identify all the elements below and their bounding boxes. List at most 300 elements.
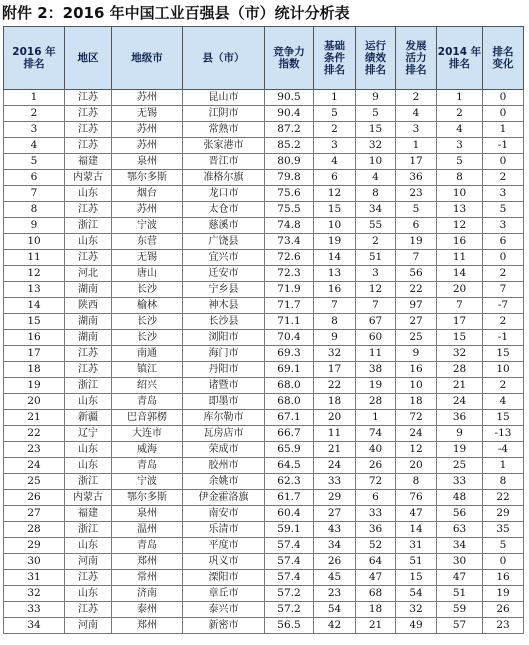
cell-rank-2014: 15 [437, 330, 483, 346]
cell-performance-rank: 10 [356, 154, 396, 170]
cell-rank-2016: 14 [4, 298, 65, 314]
cell-competitiveness-index: 60.4 [265, 506, 314, 522]
cell-performance-rank: 11 [356, 346, 396, 362]
cell-rank-2016: 33 [4, 602, 65, 618]
cell-rank-change: 2 [483, 378, 524, 394]
cell-region: 新疆 [65, 410, 112, 426]
cell-vitality-rank: 14 [396, 522, 437, 538]
cell-rank-change: 2 [483, 170, 524, 186]
cell-rank-2014: 17 [437, 314, 483, 330]
header-basic-conditions-rank: 基础 条件 排名 [314, 27, 356, 90]
cell-city: 鄂尔多斯 [112, 490, 183, 506]
cell-vitality-rank: 54 [396, 586, 437, 602]
cell-performance-rank: 36 [356, 522, 396, 538]
cell-county: 库尔勒市 [183, 410, 265, 426]
table-row [4, 346, 524, 362]
cell-region: 山东 [65, 442, 112, 458]
cell-basic-rank: 42 [314, 618, 356, 634]
cell-rank-2014: 7 [437, 298, 483, 314]
cell-basic-rank: 3 [314, 138, 356, 154]
cell-rank-2014: 3 [437, 138, 483, 154]
cell-competitiveness-index: 61.7 [265, 490, 314, 506]
cell-region: 湖南 [65, 282, 112, 298]
cell-performance-rank: 9 [356, 90, 396, 106]
cell-performance-rank: 7 [356, 298, 396, 314]
cell-basic-rank: 22 [314, 378, 356, 394]
cell-region: 福建 [65, 154, 112, 170]
cell-city: 镇江 [112, 362, 183, 378]
cell-county: 巩义市 [183, 554, 265, 570]
cell-basic-rank: 12 [314, 186, 356, 202]
cell-basic-rank: 16 [314, 282, 356, 298]
cell-competitiveness-index: 85.2 [265, 138, 314, 154]
cell-rank-2016: 21 [4, 410, 65, 426]
cell-basic-rank: 33 [314, 474, 356, 490]
cell-rank-2014: 24 [437, 394, 483, 410]
cell-region: 浙江 [65, 474, 112, 490]
cell-city: 唐山 [112, 266, 183, 282]
cell-performance-rank: 6 [356, 490, 396, 506]
cell-basic-rank: 18 [314, 394, 356, 410]
table-row [4, 298, 524, 314]
cell-rank-change: 8 [483, 474, 524, 490]
cell-performance-rank: 60 [356, 330, 396, 346]
cell-rank-change: 19 [483, 586, 524, 602]
cell-basic-rank: 2 [314, 122, 356, 138]
cell-rank-2016: 6 [4, 170, 65, 186]
cell-basic-rank: 34 [314, 538, 356, 554]
cell-city: 苏州 [112, 122, 183, 138]
cell-competitiveness-index: 59.1 [265, 522, 314, 538]
cell-county: 浏阳市 [183, 330, 265, 346]
cell-rank-2016: 16 [4, 330, 65, 346]
cell-competitiveness-index: 57.4 [265, 538, 314, 554]
cell-basic-rank: 20 [314, 410, 356, 426]
cell-county: 慈溪市 [183, 218, 265, 234]
cell-competitiveness-index: 57.4 [265, 570, 314, 586]
cell-rank-2014: 56 [437, 506, 483, 522]
cell-vitality-rank: 49 [396, 618, 437, 634]
cell-vitality-rank: 15 [396, 570, 437, 586]
cell-rank-2014: 20 [437, 282, 483, 298]
table-header-row [4, 27, 524, 90]
cell-region: 江苏 [65, 250, 112, 266]
cell-vitality-rank: 47 [396, 506, 437, 522]
cell-competitiveness-index: 57.2 [265, 586, 314, 602]
table-row [4, 282, 524, 298]
cell-rank-2016: 15 [4, 314, 65, 330]
cell-rank-2016: 1 [4, 90, 65, 106]
cell-vitality-rank: 20 [396, 458, 437, 474]
cell-vitality-rank: 56 [396, 266, 437, 282]
table-row [4, 186, 524, 202]
cell-vitality-rank: 27 [396, 314, 437, 330]
cell-performance-rank: 26 [356, 458, 396, 474]
cell-rank-change: 29 [483, 506, 524, 522]
cell-city: 济南 [112, 586, 183, 602]
cell-rank-change: 35 [483, 522, 524, 538]
cell-rank-2016: 30 [4, 554, 65, 570]
cell-county: 广饶县 [183, 234, 265, 250]
cell-region: 江苏 [65, 602, 112, 618]
cell-rank-2016: 7 [4, 186, 65, 202]
cell-performance-rank: 5 [356, 106, 396, 122]
cell-basic-rank: 9 [314, 330, 356, 346]
cell-rank-change: 3 [483, 218, 524, 234]
cell-rank-change: -1 [483, 330, 524, 346]
cell-region: 内蒙古 [65, 490, 112, 506]
cell-region: 河南 [65, 618, 112, 634]
cell-rank-2014: 47 [437, 570, 483, 586]
cell-vitality-rank: 9 [396, 346, 437, 362]
cell-rank-2016: 22 [4, 426, 65, 442]
cell-vitality-rank: 22 [396, 282, 437, 298]
cell-performance-rank: 67 [356, 314, 396, 330]
cell-competitiveness-index: 69.3 [265, 346, 314, 362]
cell-basic-rank: 1 [314, 90, 356, 106]
cell-city: 长沙 [112, 330, 183, 346]
cell-city: 鄂尔多斯 [112, 170, 183, 186]
cell-rank-change: 2 [483, 314, 524, 330]
table-row [4, 522, 524, 538]
cell-vitality-rank: 5 [396, 202, 437, 218]
table-row [4, 90, 524, 106]
cell-vitality-rank: 3 [396, 122, 437, 138]
cell-competitiveness-index: 66.7 [265, 426, 314, 442]
table-row [4, 570, 524, 586]
cell-vitality-rank: 23 [396, 186, 437, 202]
header-rank-2014: 2014 年 排名 [437, 27, 483, 90]
cell-rank-2014: 21 [437, 378, 483, 394]
cell-region: 江苏 [65, 202, 112, 218]
header-city: 地级市 [112, 27, 183, 90]
cell-rank-2014: 10 [437, 186, 483, 202]
cell-basic-rank: 15 [314, 202, 356, 218]
cell-rank-2016: 32 [4, 586, 65, 602]
cell-county: 伊金霍洛旗 [183, 490, 265, 506]
cell-region: 河南 [65, 554, 112, 570]
cell-rank-2014: 9 [437, 426, 483, 442]
cell-competitiveness-index: 71.9 [265, 282, 314, 298]
cell-rank-2014: 19 [437, 442, 483, 458]
cell-county: 丹阳市 [183, 362, 265, 378]
cell-rank-2014: 5 [437, 154, 483, 170]
cell-rank-change: 1 [483, 122, 524, 138]
cell-competitiveness-index: 72.6 [265, 250, 314, 266]
cell-rank-change: -13 [483, 426, 524, 442]
cell-city: 长沙 [112, 314, 183, 330]
cell-county: 江阴市 [183, 106, 265, 122]
cell-rank-2016: 27 [4, 506, 65, 522]
cell-county: 泰兴市 [183, 602, 265, 618]
cell-county: 长沙县 [183, 314, 265, 330]
cell-rank-2014: 4 [437, 122, 483, 138]
cell-city: 无锡 [112, 106, 183, 122]
cell-region: 山东 [65, 394, 112, 410]
cell-rank-2014: 2 [437, 106, 483, 122]
cell-rank-2016: 8 [4, 202, 65, 218]
cell-rank-change: 5 [483, 538, 524, 554]
cell-performance-rank: 28 [356, 394, 396, 410]
cell-rank-2016: 31 [4, 570, 65, 586]
table-row [4, 538, 524, 554]
cell-rank-change: -1 [483, 138, 524, 154]
cell-basic-rank: 26 [314, 554, 356, 570]
cell-rank-change: 26 [483, 602, 524, 618]
table-row [4, 602, 524, 618]
cell-performance-rank: 64 [356, 554, 396, 570]
cell-region: 江苏 [65, 90, 112, 106]
cell-performance-rank: 18 [356, 602, 396, 618]
cell-performance-rank: 19 [356, 378, 396, 394]
cell-competitiveness-index: 57.2 [265, 602, 314, 618]
header-rank-2016: 2016 年 排名 [4, 27, 65, 90]
cell-basic-rank: 10 [314, 218, 356, 234]
cell-rank-2014: 33 [437, 474, 483, 490]
cell-region: 湖南 [65, 314, 112, 330]
table-row [4, 378, 524, 394]
cell-rank-2014: 32 [437, 346, 483, 362]
cell-rank-change: 22 [483, 490, 524, 506]
cell-city: 烟台 [112, 186, 183, 202]
cell-rank-2016: 20 [4, 394, 65, 410]
cell-county: 胶州市 [183, 458, 265, 474]
cell-city: 苏州 [112, 202, 183, 218]
cell-rank-2016: 19 [4, 378, 65, 394]
cell-rank-2016: 9 [4, 218, 65, 234]
cell-vitality-rank: 76 [396, 490, 437, 506]
cell-rank-2014: 13 [437, 202, 483, 218]
cell-county: 龙口市 [183, 186, 265, 202]
cell-competitiveness-index: 90.5 [265, 90, 314, 106]
cell-vitality-rank: 97 [396, 298, 437, 314]
cell-county: 张家港市 [183, 138, 265, 154]
header-rank-change: 排名 变化 [483, 27, 524, 90]
cell-vitality-rank: 19 [396, 234, 437, 250]
cell-county: 常熟市 [183, 122, 265, 138]
cell-region: 山东 [65, 538, 112, 554]
cell-performance-rank: 1 [356, 410, 396, 426]
cell-region: 内蒙古 [65, 170, 112, 186]
cell-competitiveness-index: 70.4 [265, 330, 314, 346]
cell-rank-2014: 30 [437, 554, 483, 570]
cell-performance-rank: 3 [356, 266, 396, 282]
cell-county: 即墨市 [183, 394, 265, 410]
cell-basic-rank: 54 [314, 602, 356, 618]
cell-rank-change: -7 [483, 298, 524, 314]
cell-competitiveness-index: 87.2 [265, 122, 314, 138]
cell-city: 榆林 [112, 298, 183, 314]
table-row [4, 170, 524, 186]
cell-performance-rank: 68 [356, 586, 396, 602]
cell-competitiveness-index: 67.1 [265, 410, 314, 426]
cell-city: 苏州 [112, 138, 183, 154]
cell-vitality-rank: 4 [396, 106, 437, 122]
cell-rank-change: 15 [483, 346, 524, 362]
cell-performance-rank: 55 [356, 218, 396, 234]
cell-region: 山东 [65, 586, 112, 602]
cell-county: 瓦房店市 [183, 426, 265, 442]
cell-county: 昆山市 [183, 90, 265, 106]
cell-rank-change: 16 [483, 570, 524, 586]
cell-region: 山东 [65, 186, 112, 202]
table-row [4, 586, 524, 602]
cell-rank-change: 0 [483, 106, 524, 122]
cell-vitality-rank: 32 [396, 602, 437, 618]
cell-rank-change: 3 [483, 186, 524, 202]
table-row [4, 154, 524, 170]
table-row [4, 202, 524, 218]
cell-rank-2016: 17 [4, 346, 65, 362]
cell-region: 江苏 [65, 362, 112, 378]
cell-basic-rank: 6 [314, 170, 356, 186]
header-operating-performance-rank: 运行 绩效 排名 [356, 27, 396, 90]
cell-county: 宜兴市 [183, 250, 265, 266]
cell-city: 泉州 [112, 154, 183, 170]
cell-rank-2016: 24 [4, 458, 65, 474]
cell-basic-rank: 23 [314, 586, 356, 602]
cell-region: 河北 [65, 266, 112, 282]
cell-county: 神木县 [183, 298, 265, 314]
table-row [4, 618, 524, 634]
cell-county: 诸暨市 [183, 378, 265, 394]
cell-rank-change: 15 [483, 410, 524, 426]
cell-rank-change: 0 [483, 554, 524, 570]
cell-county: 新密市 [183, 618, 265, 634]
cell-rank-2016: 23 [4, 442, 65, 458]
cell-competitiveness-index: 73.4 [265, 234, 314, 250]
cell-city: 东营 [112, 234, 183, 250]
cell-vitality-rank: 31 [396, 538, 437, 554]
cell-performance-rank: 40 [356, 442, 396, 458]
cell-competitiveness-index: 80.9 [265, 154, 314, 170]
cell-basic-rank: 29 [314, 490, 356, 506]
cell-basic-rank: 21 [314, 442, 356, 458]
cell-rank-2016: 34 [4, 618, 65, 634]
table-row [4, 330, 524, 346]
cell-vitality-rank: 7 [396, 250, 437, 266]
cell-rank-2014: 59 [437, 602, 483, 618]
cell-rank-2016: 2 [4, 106, 65, 122]
cell-rank-2016: 12 [4, 266, 65, 282]
cell-county: 准格尔旗 [183, 170, 265, 186]
cell-region: 辽宁 [65, 426, 112, 442]
cell-competitiveness-index: 74.8 [265, 218, 314, 234]
cell-rank-2016: 26 [4, 490, 65, 506]
cell-rank-change: 4 [483, 394, 524, 410]
cell-vitality-rank: 16 [396, 362, 437, 378]
cell-region: 山东 [65, 234, 112, 250]
table-row [4, 138, 524, 154]
cell-city: 常州 [112, 570, 183, 586]
cell-performance-rank: 38 [356, 362, 396, 378]
document-title: 附件 2：2016 年中国工业百强县（市）统计分析表 [2, 4, 350, 22]
cell-basic-rank: 13 [314, 266, 356, 282]
cell-region: 江苏 [65, 106, 112, 122]
cell-rank-2014: 25 [437, 458, 483, 474]
cell-performance-rank: 21 [356, 618, 396, 634]
cell-competitiveness-index: 90.4 [265, 106, 314, 122]
table-row [4, 122, 524, 138]
cell-region: 江苏 [65, 570, 112, 586]
cell-region: 湖南 [65, 330, 112, 346]
header-region: 地区 [65, 27, 112, 90]
cell-performance-rank: 74 [356, 426, 396, 442]
cell-county: 迁安市 [183, 266, 265, 282]
cell-basic-rank: 8 [314, 314, 356, 330]
cell-city: 泉州 [112, 506, 183, 522]
cell-region: 陕西 [65, 298, 112, 314]
cell-basic-rank: 11 [314, 426, 356, 442]
table-row [4, 554, 524, 570]
cell-rank-2014: 63 [437, 522, 483, 538]
cell-county: 太仓市 [183, 202, 265, 218]
table-row [4, 426, 524, 442]
cell-competitiveness-index: 69.1 [265, 362, 314, 378]
cell-rank-2016: 28 [4, 522, 65, 538]
cell-rank-2014: 1 [437, 90, 483, 106]
cell-rank-2014: 11 [437, 250, 483, 266]
cell-rank-change: 0 [483, 90, 524, 106]
cell-rank-2016: 5 [4, 154, 65, 170]
cell-basic-rank: 32 [314, 346, 356, 362]
cell-county: 溧阳市 [183, 570, 265, 586]
cell-competitiveness-index: 68.0 [265, 394, 314, 410]
cell-performance-rank: 52 [356, 538, 396, 554]
table-row [4, 250, 524, 266]
cell-rank-change: 1 [483, 458, 524, 474]
cell-vitality-rank: 1 [396, 138, 437, 154]
cell-county: 平度市 [183, 538, 265, 554]
cell-competitiveness-index: 57.4 [265, 554, 314, 570]
cell-basic-rank: 43 [314, 522, 356, 538]
cell-competitiveness-index: 68.0 [265, 378, 314, 394]
cell-rank-change: 23 [483, 618, 524, 634]
table-row [4, 394, 524, 410]
cell-basic-rank: 45 [314, 570, 356, 586]
cell-basic-rank: 14 [314, 250, 356, 266]
cell-basic-rank: 17 [314, 362, 356, 378]
cell-rank-change: 0 [483, 154, 524, 170]
header-development-vitality-rank: 发展 活力 排名 [396, 27, 437, 90]
cell-competitiveness-index: 75.6 [265, 186, 314, 202]
cell-rank-change: 7 [483, 282, 524, 298]
cell-basic-rank: 19 [314, 234, 356, 250]
cell-county: 荣成市 [183, 442, 265, 458]
cell-vitality-rank: 8 [396, 474, 437, 490]
table-row [4, 266, 524, 282]
cell-basic-rank: 24 [314, 458, 356, 474]
table-row [4, 234, 524, 250]
cell-competitiveness-index: 64.5 [265, 458, 314, 474]
cell-rank-2016: 29 [4, 538, 65, 554]
header-competitiveness-index: 竞争力 指数 [265, 27, 314, 90]
cell-vitality-rank: 12 [396, 442, 437, 458]
table-row [4, 442, 524, 458]
cell-vitality-rank: 36 [396, 170, 437, 186]
cell-region: 浙江 [65, 218, 112, 234]
cell-performance-rank: 47 [356, 570, 396, 586]
table-row [4, 314, 524, 330]
cell-rank-2014: 34 [437, 538, 483, 554]
cell-city: 郑州 [112, 554, 183, 570]
header-county: 县（市） [183, 27, 265, 90]
cell-county: 宁乡县 [183, 282, 265, 298]
cell-competitiveness-index: 79.8 [265, 170, 314, 186]
cell-rank-2014: 57 [437, 618, 483, 634]
cell-competitiveness-index: 75.5 [265, 202, 314, 218]
cell-competitiveness-index: 71.1 [265, 314, 314, 330]
